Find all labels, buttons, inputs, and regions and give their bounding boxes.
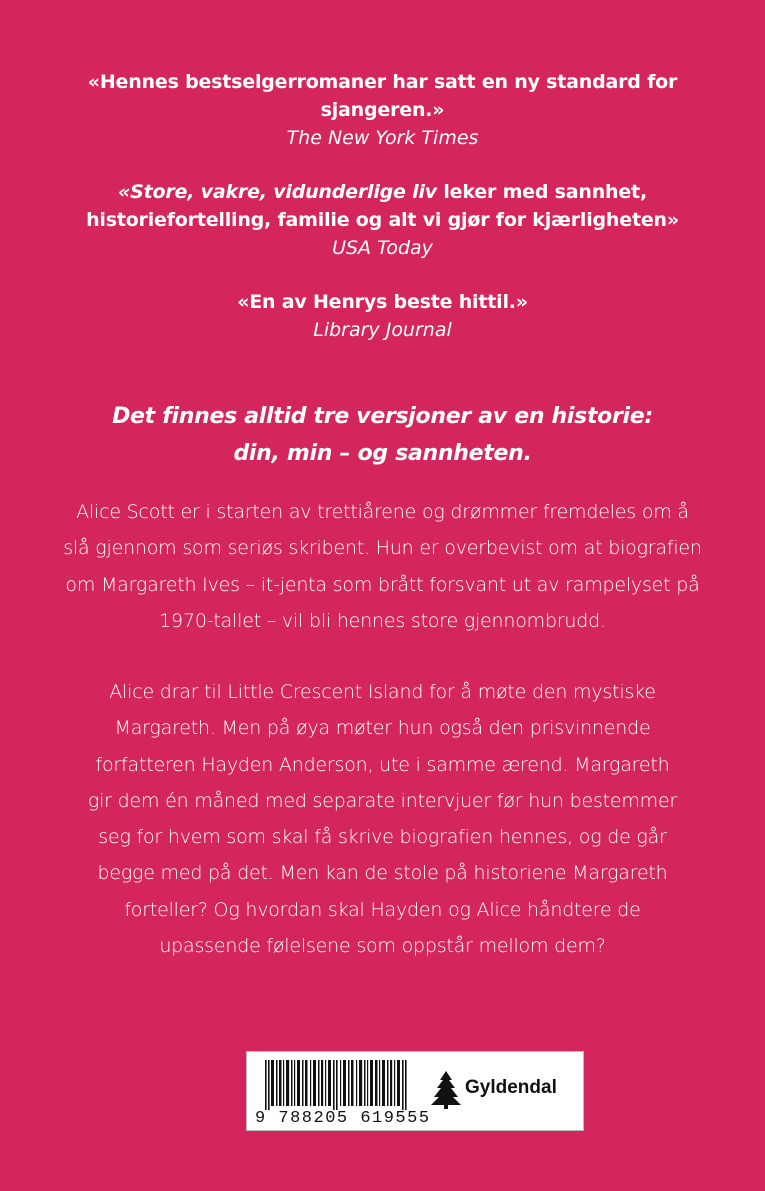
blurb-line: Margareth. Men på øya møter hun også den prisvinnende: [114, 717, 651, 740]
quote-text: [0, 68, 765, 124]
quote-source: The New York Times: [286, 127, 479, 149]
tagline-line: din, min – og sannheten.: [233, 441, 532, 466]
quote-line: sjangeren.»: [320, 99, 445, 121]
quote-line: leker med sannhet,: [436, 181, 647, 203]
quote-italic-title: «Store, vakre, vidunderlige liv: [118, 181, 437, 203]
blurb-line: om Margareth Ives – it-jenta som brått forsvant ut av rampelyset på: [65, 573, 700, 596]
tagline-line: Det finnes alltid tre versjoner av en historie:: [112, 404, 653, 429]
blurb-line: gir dem én måned med separate intervjuer før hun bestemmer: [87, 789, 678, 812]
quote-source: USA Today: [332, 237, 433, 259]
publisher-logo: [427, 1070, 577, 1110]
blurb-paragraph-1: [0, 494, 765, 639]
barcode: [265, 1060, 415, 1110]
quote-nyt: [0, 68, 765, 152]
blurb-line: forteller? Og hvordan skal Hayden og Alice håndtere de: [124, 898, 641, 921]
publisher-name: Gyldendal: [465, 1077, 557, 1098]
blurb-paragraph-2: [0, 674, 765, 964]
blurb-line: begge med på det. Men kan de stole på historiene Margareth: [97, 862, 668, 885]
quote-usa-today: [0, 178, 765, 262]
quote-library-journal: [0, 288, 765, 344]
barcode-panel: [246, 1051, 584, 1131]
quote-text: [0, 178, 765, 234]
blurb-line: Alice Scott er i starten av trettiårene og drømmer fremdeles om å: [76, 501, 689, 523]
quote-line: historiefortelling, familie og alt vi gjør for kjærligheten»: [86, 209, 679, 231]
blurb-line: 1970-tallet – vil bli hennes store gjennombrudd.: [159, 609, 606, 632]
blurb-line: seg for hvem som skal få skrive biografien hennes, og de går: [98, 826, 667, 849]
tree-icon: [430, 1070, 462, 1110]
blurb-line: upassende følelsene som oppstår mellom dem?: [159, 935, 606, 958]
quote-text: «En av Henrys beste hittil.»: [237, 291, 528, 313]
blurb-line: Alice drar til Little Crescent Island for å møte den mystiske: [109, 681, 656, 703]
isbn-number: 9 788205 619555: [255, 1109, 431, 1128]
blurb-line: slå gjennom som seriøs skribent. Hun er overbevist om at biografien: [63, 537, 702, 560]
tagline: [0, 398, 765, 472]
quote-source: Library Journal: [313, 319, 452, 341]
blurb-line: forfatteren Hayden Anderson, ute i samme ærend. Margareth: [95, 753, 670, 776]
quote-line: «Hennes bestselgerromaner har satt en ny standard for: [87, 71, 678, 93]
